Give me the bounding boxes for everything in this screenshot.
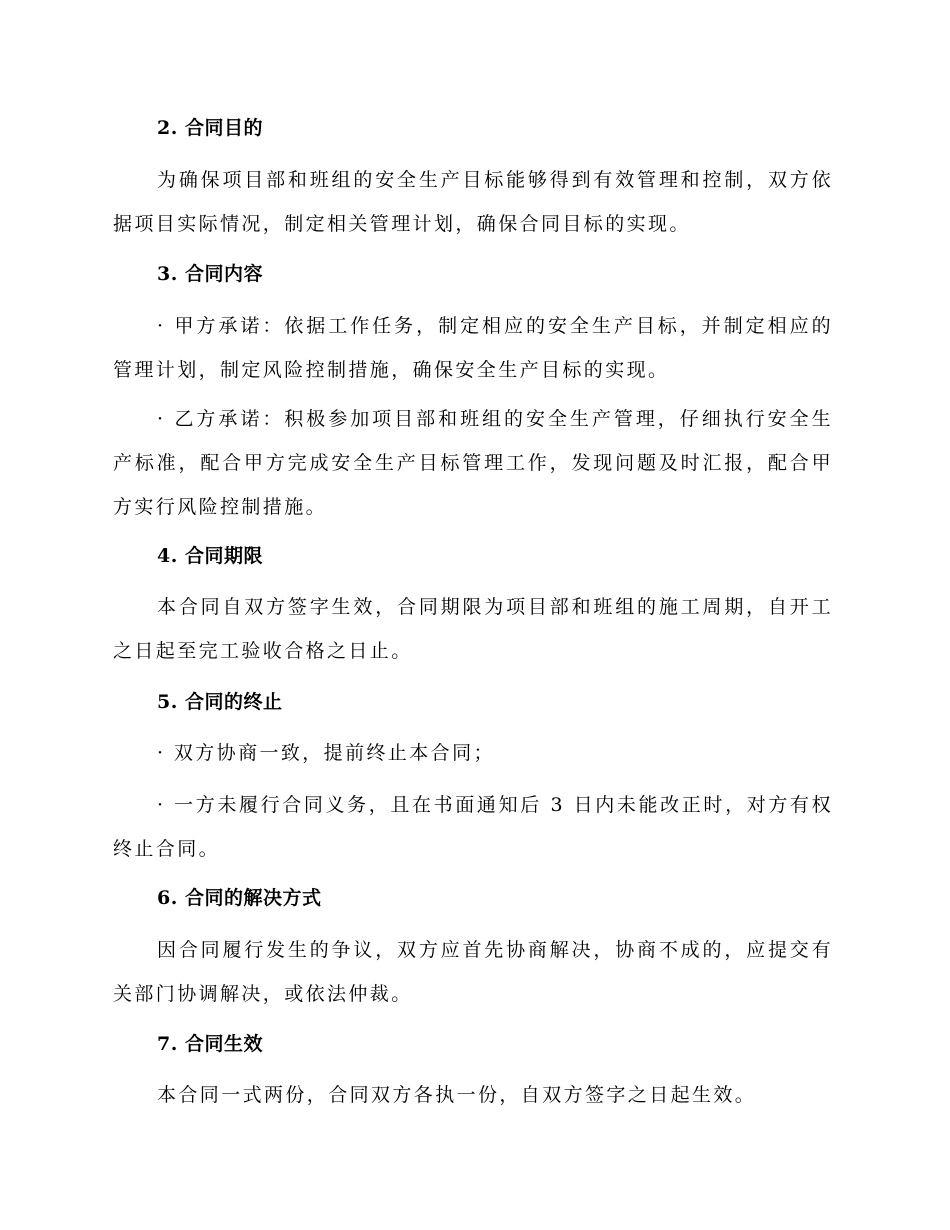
paragraph-party-a-commitment: · 甲方承诺：依据工作任务，制定相应的安全生产目标，并制定相应的管理计划，制定风险控制措施，确保安全生产目标的实现。 xyxy=(113,315,833,381)
section-heading-purpose: 2. 合同目的 xyxy=(157,117,263,139)
section-heading-dispute: 6. 合同的解决方式 xyxy=(157,887,322,909)
section-heading-effect: 7. 合同生效 xyxy=(157,1033,263,1055)
paragraph-effect: 本合同一式两份，合同双方各执一份，自双方签字之日起生效。 xyxy=(157,1084,757,1106)
paragraph-termination-breach: · 一方未履行合同义务，且在书面通知后 3 日内未能改正时，对方有权终止合同。 xyxy=(113,794,833,860)
paragraph-party-b-commitment: · 乙方承诺：积极参加项目部和班组的安全生产管理，仔细执行安全生产标准，配合甲方完成安全生产目标管理工作，发现问题及时汇报，配合甲方实行风险控制措施。 xyxy=(113,408,833,518)
section-heading-term: 4. 合同期限 xyxy=(157,545,263,567)
section-heading-content: 3. 合同内容 xyxy=(157,263,263,285)
paragraph-purpose: 为确保项目部和班组的安全生产目标能够得到有效管理和控制，双方依据项目实际情况，制定相关管理计划，确保合同目标的实现。 xyxy=(113,169,833,235)
paragraph-term: 本合同自双方签字生效，合同期限为项目部和班组的施工周期，自开工之日起至完工验收合格之日止。 xyxy=(113,596,833,662)
paragraph-termination-mutual: · 双方协商一致，提前终止本合同； xyxy=(157,742,495,764)
section-heading-termination: 5. 合同的终止 xyxy=(157,691,283,713)
paragraph-dispute: 因合同履行发生的争议，双方应首先协商解决，协商不成的，应提交有关部门协调解决，或依法仲裁。 xyxy=(113,939,833,1005)
